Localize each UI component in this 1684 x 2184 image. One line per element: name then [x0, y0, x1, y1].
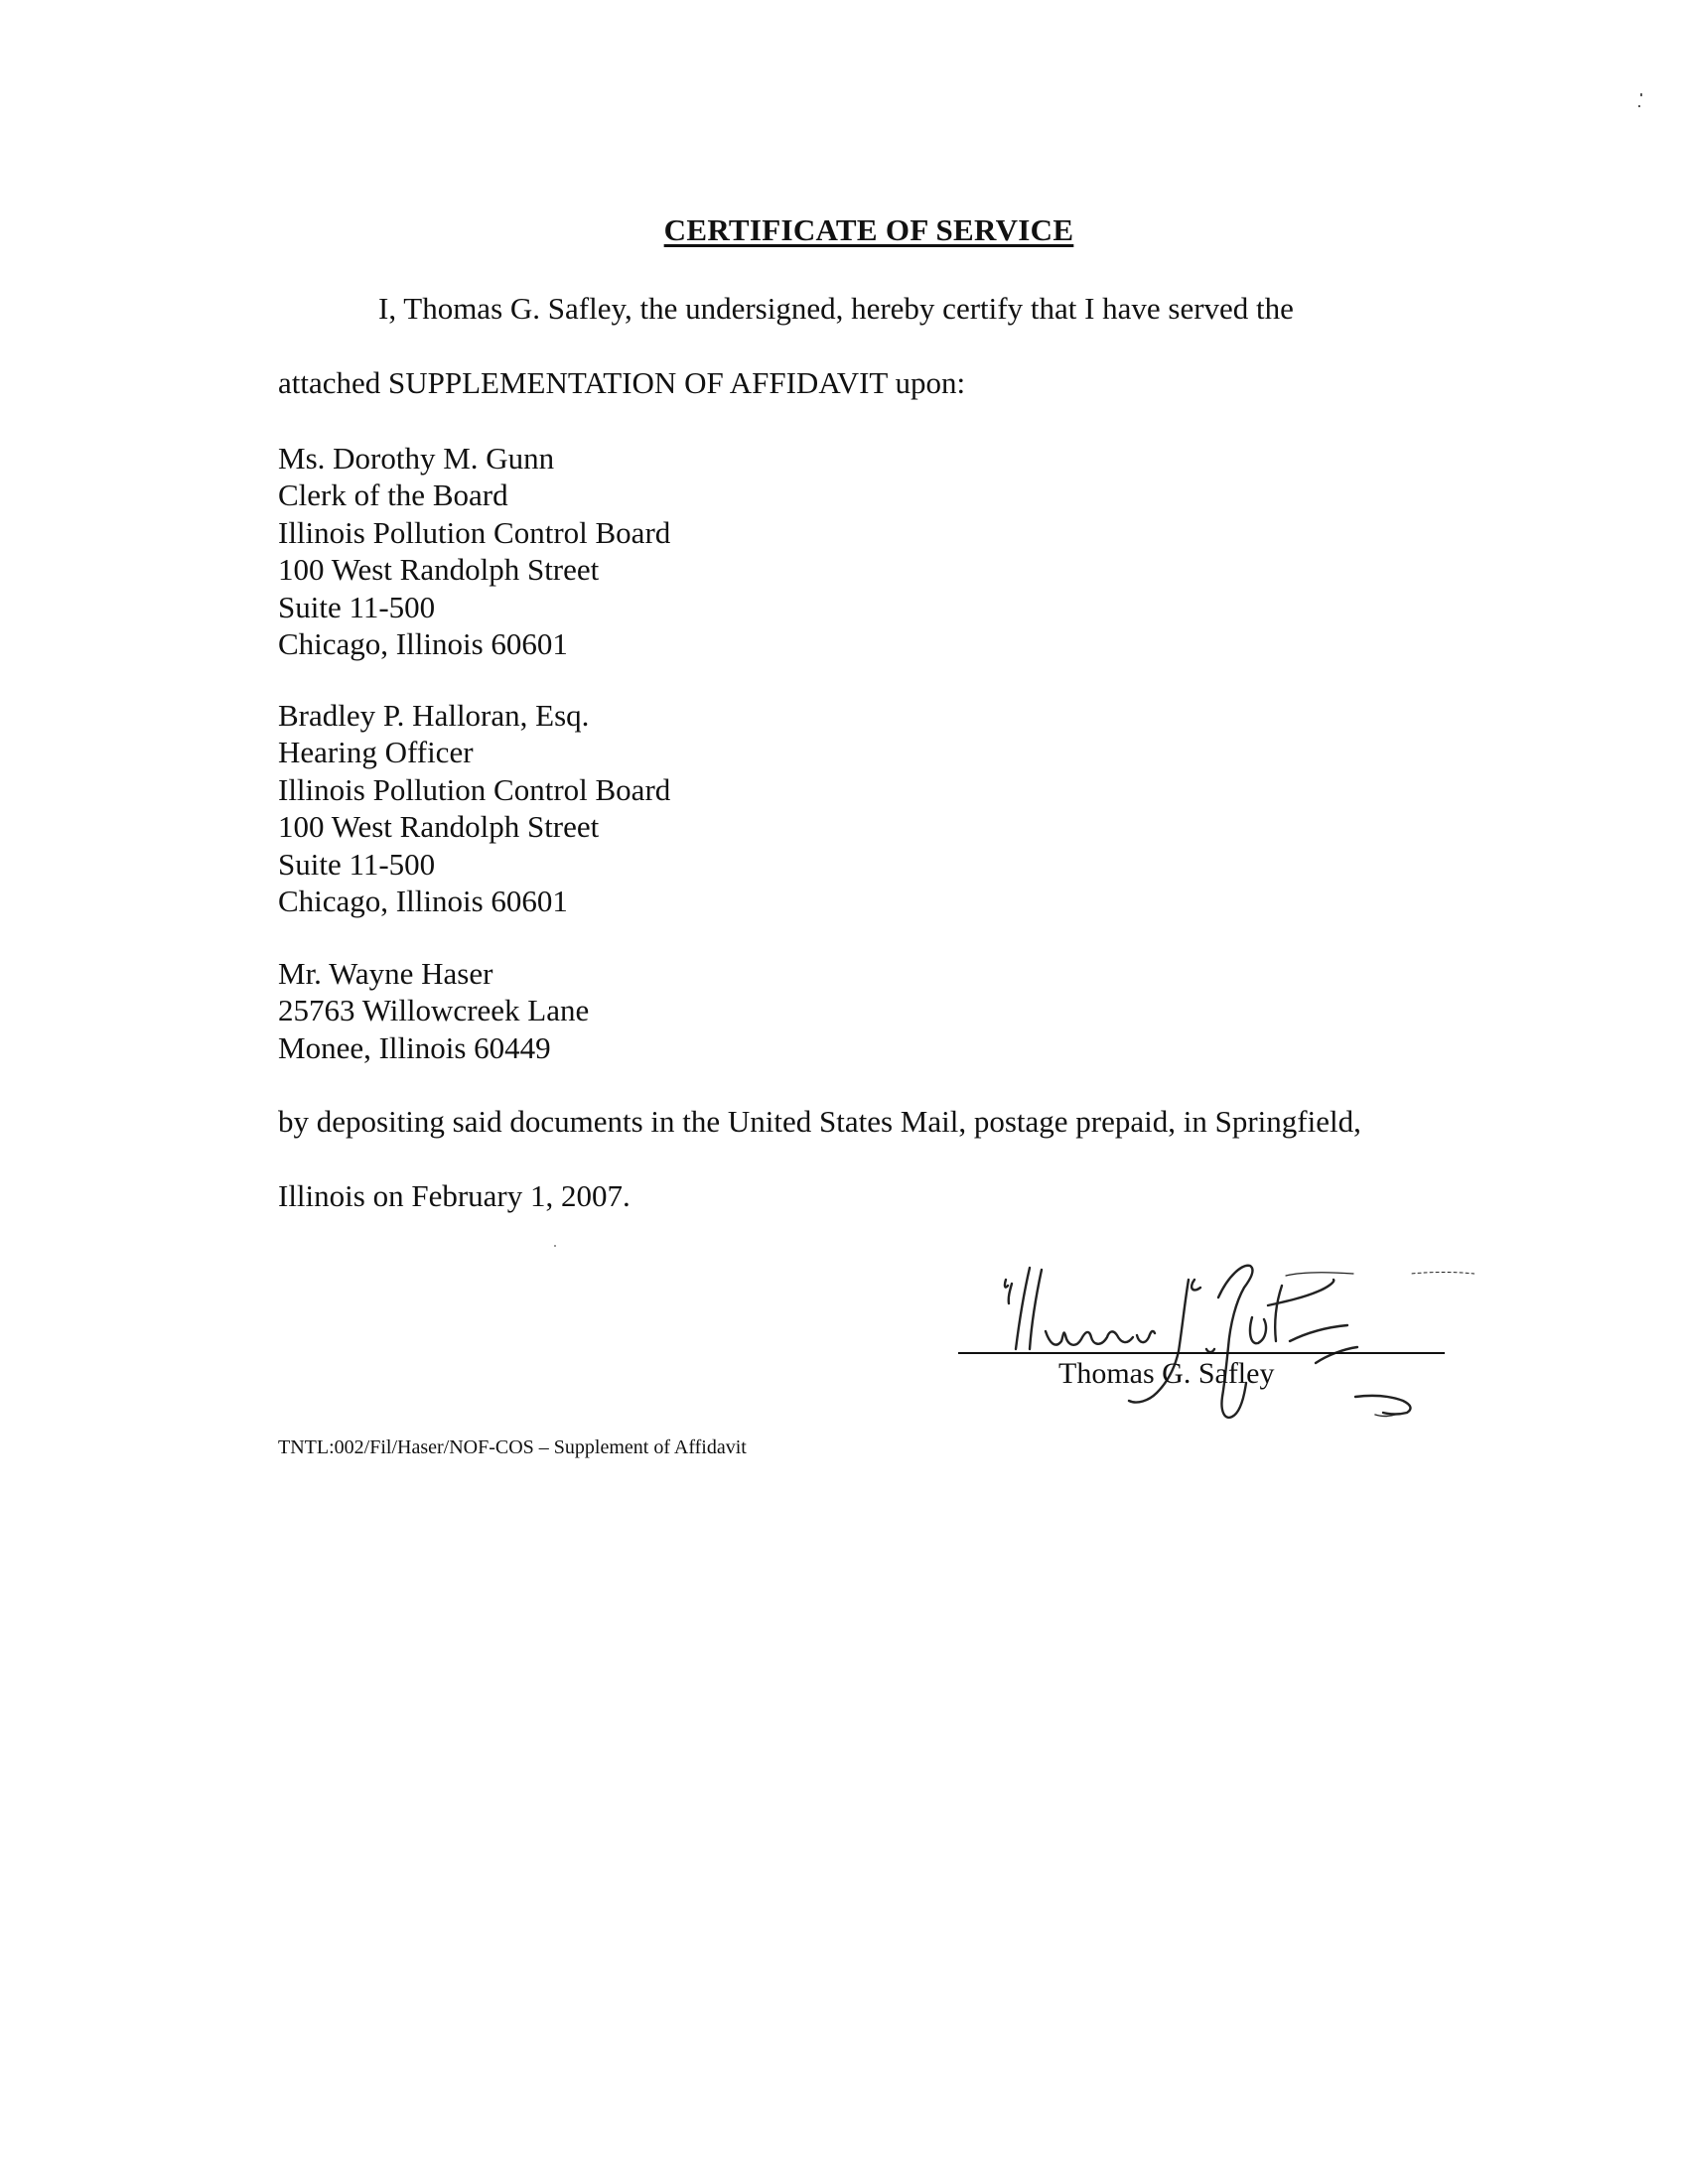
- address-line: 25763 Willowcreek Lane: [278, 993, 590, 1028]
- address-line: Suite 11-500: [278, 846, 436, 882]
- closing-line-1: by depositing said documents in the United States Mail, postage prepaid, in Springfield,: [278, 1104, 1361, 1139]
- address-line: Suite 11-500: [278, 589, 436, 624]
- address-line: Monee, Illinois 60449: [278, 1029, 551, 1065]
- address-line: Chicago, Illinois 60601: [278, 883, 568, 918]
- address-line: Illinois Pollution Control Board: [278, 771, 671, 807]
- certification-line-1: I, Thomas G. Safley, the undersigned, hereby certify that I have served the: [378, 291, 1294, 326]
- signature-line: [958, 1352, 1445, 1354]
- address-line: Illinois Pollution Control Board: [278, 514, 671, 550]
- address-line: Mr. Wayne Haser: [278, 956, 493, 991]
- handwritten-signature: [958, 1246, 1474, 1449]
- recipient-address-block: [278, 440, 670, 662]
- recipient-address-block: [278, 697, 670, 919]
- address-line: Ms. Dorothy M. Gunn: [278, 441, 555, 476]
- certification-line-2: attached SUPPLEMENTATION OF AFFIDAVIT upon:: [278, 365, 966, 400]
- scan-speck: [554, 1245, 556, 1247]
- address-line: Hearing Officer: [278, 735, 474, 770]
- closing-line-2: Illinois on February 1, 2007.: [278, 1178, 631, 1213]
- address-line: Bradley P. Halloran, Esq.: [278, 698, 590, 733]
- address-line: Clerk of the Board: [278, 478, 508, 513]
- address-line: Chicago, Illinois 60601: [278, 625, 568, 661]
- scan-speck: [1638, 105, 1640, 107]
- address-line: 100 West Randolph Street: [278, 552, 600, 588]
- signer-printed-name: Thomas G. Safley: [1058, 1357, 1275, 1390]
- address-line: 100 West Randolph Street: [278, 809, 600, 845]
- document-reference-footer: TNTL:002/Fil/Haser/NOF-COS – Supplement of Affidavit: [278, 1436, 747, 1458]
- recipient-address-block: [278, 955, 589, 1066]
- scan-speck: [1640, 93, 1642, 96]
- document-title: CERTIFICATE OF SERVICE: [663, 212, 1074, 247]
